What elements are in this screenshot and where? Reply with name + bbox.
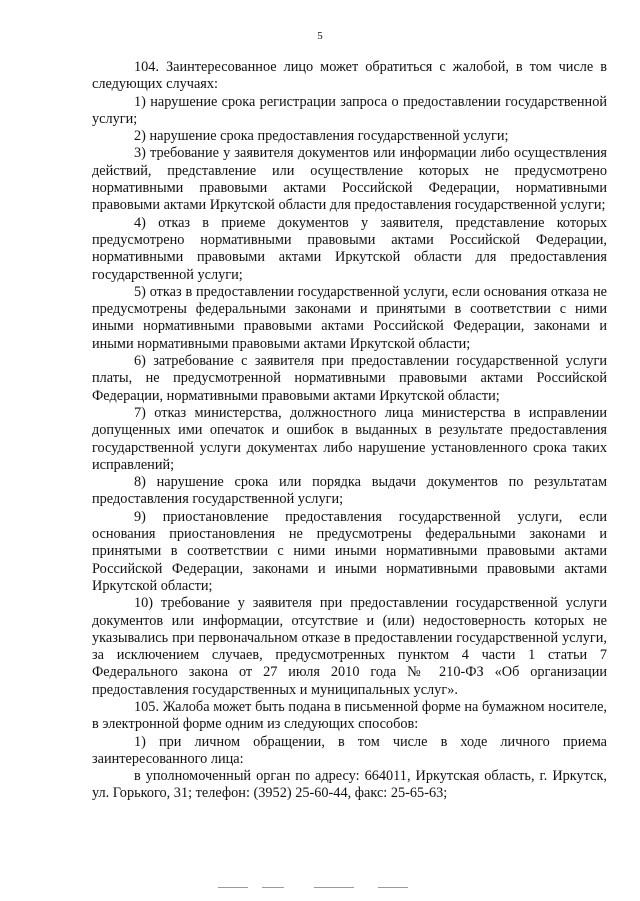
method-item-1: 1) при личном обращении, в том числе в ходе личного приема заинтересованного лица: bbox=[92, 733, 607, 767]
list-item-8: 8) нарушение срока или порядка выдачи документов по результатам предоставления государственной услуги; bbox=[92, 474, 607, 508]
list-item-9: 9) приостановление предоставления государственной услуги, если основания приостановления не предусмотрены федеральными законами и принятыми в соответствии с ними иными нормативными правовыми актами Российской Федерации, законами и иными нормативными правовыми актами Иркутской области; bbox=[92, 508, 607, 594]
page-number: 5 bbox=[317, 30, 323, 42]
list-item-4: 4) отказ в приеме документов у заявителя, представление которых предусмотрено нормативными правовыми актами Российской Федерации, нормативными правовыми актами Иркутской области для предоставления государственной услуги; bbox=[92, 214, 607, 283]
list-item-6: 6) затребование с заявителя при предоставлении государственной услуги платы, не предусмотренной нормативными правовыми актами Российской Федерации, нормативными правовыми актами Иркутской области; bbox=[92, 353, 607, 404]
paragraph-104: 104. Заинтересованное лицо может обратиться с жалобой, в том числе в следующих случаях: bbox=[92, 59, 607, 93]
list-item-1: 1) нарушение срока регистрации запроса о предоставлении государственной услуги; bbox=[92, 93, 607, 127]
paragraph-105: 105. Жалоба может быть подана в письменной форме на бумажном носителе, в электронной форме одним из следующих способов: bbox=[92, 698, 607, 733]
list-item-3: 3) требование у заявителя документов или информации либо осуществления действий, представление или осуществление которых не предусмотрено нормативными правовыми актами Российской Федерации, нормативными правовыми актами Иркутской области для предоставления государственной услуги; bbox=[92, 145, 607, 214]
list-item-2: 2) нарушение срока предоставления государственной услуги; bbox=[134, 128, 509, 145]
scan-footer-marks bbox=[218, 887, 418, 891]
document-body bbox=[92, 59, 607, 803]
list-item-7: 7) отказ министерства, должностного лица министерства в исправлении допущенных ими опечаток и ошибок в выданных в результате предоставления государственной услуги документах либо нарушение установленного срока таких исправлений; bbox=[92, 404, 607, 473]
address-paragraph: в уполномоченный орган по адресу: 664011, Иркутская область, г. Иркутск, ул. Горького, 31; телефон: (3952) 25-60-44, факс: 25-65-63; bbox=[92, 768, 607, 802]
list-item-5: 5) отказ в предоставлении государственной услуги, если основания отказа не предусмотрены федеральными законами и принятыми в соответствии с ними иными нормативными правовыми актами Российской Федерации, законами и иными нормативными правовыми актами Иркутской области; bbox=[92, 283, 607, 352]
list-item-10: 10) требование у заявителя при предоставлении государственной услуги документов или информации, отсутствие и (или) недостоверность которых не указывались при первоначальном отказе в предоставлении государственной услуги, за исключением случаев, предусмотренных пунктом 4 части 1 статьи 7 Федерального закона от 27 июля 2010 года № 210-ФЗ «Об организации предоставления государственных и муниципальных услуг». bbox=[92, 595, 607, 698]
